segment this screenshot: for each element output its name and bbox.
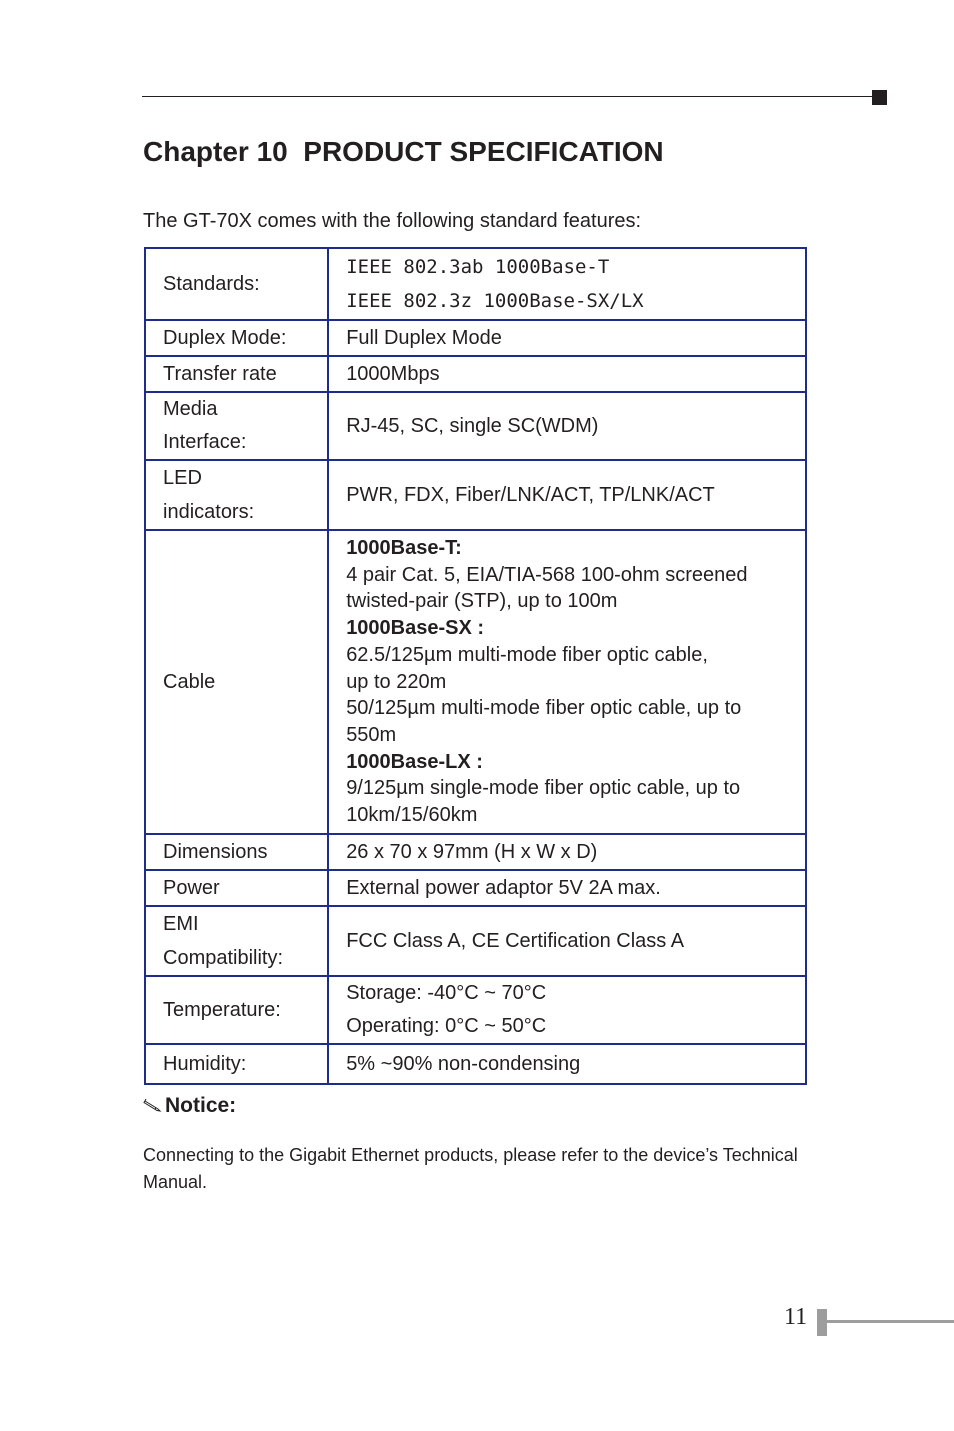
spec-value: Full Duplex Mode — [328, 320, 806, 356]
spec-label: Standards: — [145, 248, 328, 320]
chapter-title: Chapter 10 PRODUCT SPECIFICATION — [143, 136, 664, 167]
spec-label — [145, 906, 328, 976]
spec-label — [145, 460, 328, 530]
cable-line: 10km/15/60km — [346, 804, 478, 827]
spec-value — [328, 530, 806, 834]
cable-line: twisted-pair (STP), up to 100m — [346, 590, 618, 613]
spec-value-line: Storage: -40°C ~ 70°C — [346, 981, 547, 1004]
spec-label: Humidity: — [145, 1044, 328, 1084]
cable-line: up to 220m — [346, 670, 447, 693]
cable-line: 50/125µm multi-mode fiber optic cable, up to — [346, 697, 742, 720]
intro-text: The GT-70X comes with the following standard features: — [143, 210, 642, 232]
spec-row-power — [145, 870, 806, 906]
spec-value: PWR, FDX, Fiber/LNK/ACT, TP/LNK/ACT — [328, 460, 806, 530]
spec-row-emi — [145, 906, 806, 976]
notice-heading — [143, 1094, 236, 1118]
spec-row-media — [145, 392, 806, 460]
spec-label: Power — [145, 870, 328, 906]
spec-row-temperature — [145, 976, 806, 1044]
cable-line: 9/125µm single-mode fiber optic cable, up to — [346, 777, 741, 800]
spec-label: Duplex Mode: — [145, 320, 328, 356]
spec-value: FCC Class A, CE Certification Class A — [328, 906, 806, 976]
cable-line: 550m — [346, 723, 397, 746]
spec-table — [144, 247, 807, 1085]
spec-row-humidity — [145, 1044, 806, 1084]
pencil-icon — [143, 1094, 165, 1118]
page-number: 11 — [784, 1304, 808, 1330]
notice-text: Connecting to the Gigabit Ethernet products, please refer to the device’s Technical Manual. — [143, 1145, 798, 1192]
spec-row-cable — [145, 530, 806, 834]
spec-value: External power adaptor 5V 2A max. — [328, 870, 806, 906]
header-rule — [142, 96, 872, 97]
spec-label: Transfer rate — [145, 356, 328, 392]
spec-value-line: IEEE 802.3ab 1000Base-T — [346, 256, 610, 278]
spec-value — [328, 976, 806, 1044]
cable-heading: 1000Base-SX : — [346, 617, 485, 640]
spec-value — [328, 248, 806, 320]
header-square-marker — [872, 90, 887, 105]
spec-label-line: Interface: — [163, 431, 247, 453]
spec-value: 1000Mbps — [328, 356, 806, 392]
footer-rule — [827, 1320, 954, 1323]
spec-label-line: LED — [163, 467, 202, 489]
spec-label-line: EMI — [163, 912, 199, 935]
spec-label-line: Media — [163, 398, 218, 420]
spec-label: Temperature: — [145, 976, 328, 1044]
spec-label: Dimensions — [145, 834, 328, 870]
footer-block-marker — [817, 1309, 827, 1336]
spec-row-transfer — [145, 356, 806, 392]
spec-value: 26 x 70 x 97mm (H x W x D) — [328, 834, 806, 870]
spec-value-line: IEEE 802.3z 1000Base-SX/LX — [346, 290, 644, 312]
notice-title: Notice: — [165, 1094, 237, 1117]
spec-row-led — [145, 460, 806, 530]
spec-value: 5% ~90% non-condensing — [328, 1044, 806, 1084]
spec-row-dimensions — [145, 834, 806, 870]
cable-heading: 1000Base-LX : — [346, 750, 483, 773]
spec-value-line: Operating: 0°C ~ 50°C — [346, 1014, 547, 1037]
spec-row-standards — [145, 248, 806, 320]
spec-label-line: indicators: — [163, 501, 255, 523]
spec-label-line: Compatibility: — [163, 946, 284, 969]
cable-heading: 1000Base-T: — [346, 537, 462, 559]
spec-value: RJ-45, SC, single SC(WDM) — [328, 392, 806, 460]
spec-label — [145, 392, 328, 460]
spec-label: Cable — [145, 530, 328, 834]
cable-line: 4 pair Cat. 5, EIA/TIA-568 100-ohm screened — [346, 563, 748, 586]
cable-line: 62.5/125µm multi-mode fiber optic cable, — [346, 643, 708, 666]
spec-row-duplex — [145, 320, 806, 356]
